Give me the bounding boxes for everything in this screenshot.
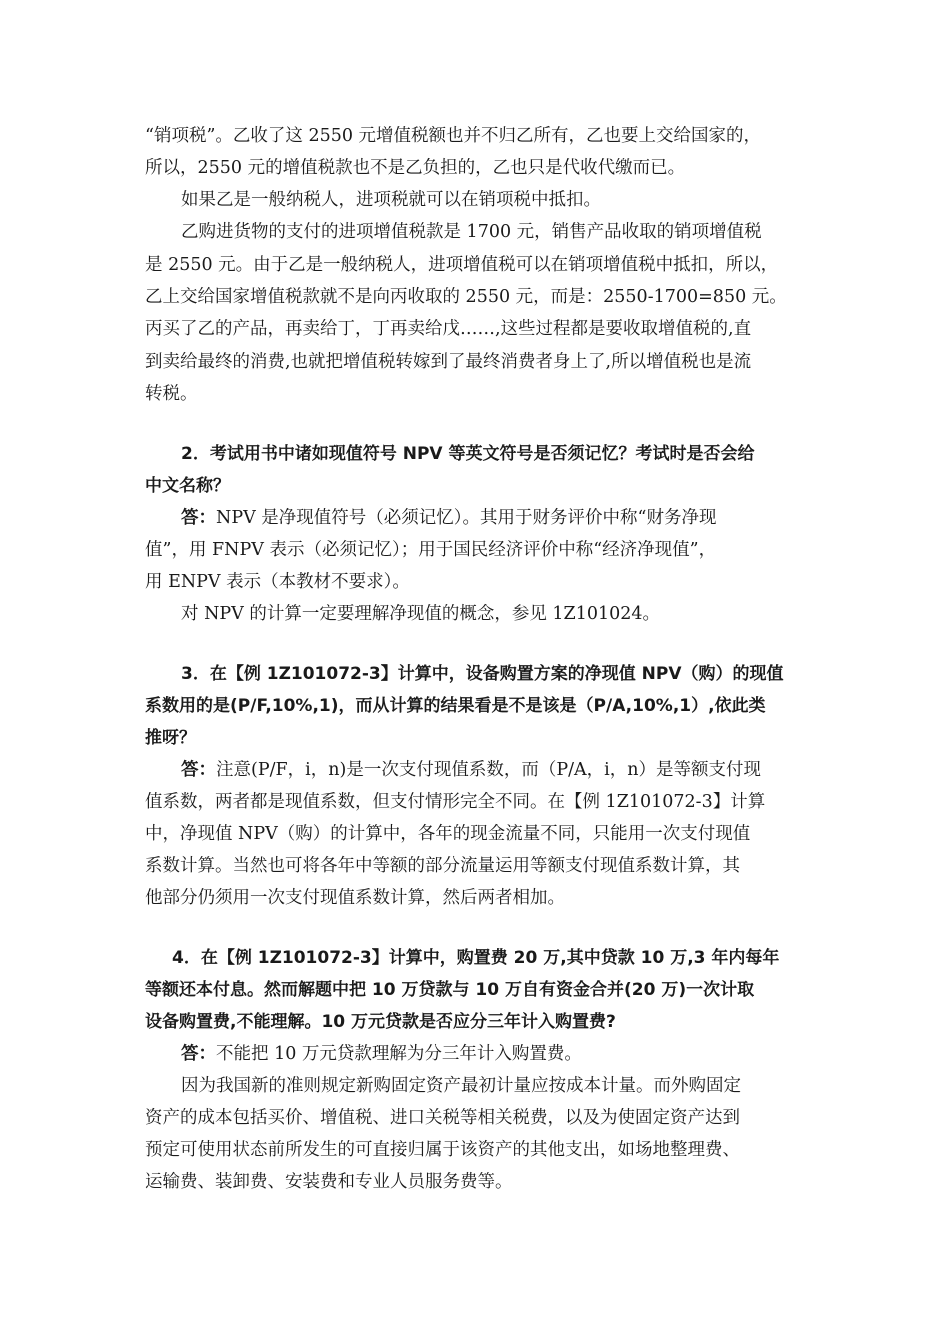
answer-text: 注意(P/F，i，n)是一次支付现值系数，而（P/A，i，n）是等额支付现 [216,760,762,780]
answer-3-line: 中，净现值 NPV（购）的计算中，各年的现金流量不同，只能用一次支付现值 [145,824,751,844]
answer-2-line: 用 ENPV 表示（本教材不要求）。 [145,572,410,592]
question-4-line: 4．在【例 1Z101072-3】计算中，购置费 20 万,其中贷款 10 万,3 年内每年 [172,948,780,968]
answer-label: 答： [181,1044,216,1064]
answer-3-line: 他部分仍须用一次支付现值系数计算，然后两者相加。 [145,888,565,908]
text-line: 是 2550 元。由于乙是一般纳税人，进项增值税可以在销项增值税中抵扣，所以， [145,255,779,275]
text-line: 丙买了乙的产品，再卖给丁，丁再卖给戊……,这些过程都是要收取增值税的,直 [145,319,752,339]
answer-4-line: 预定可使用状态前所发生的可直接归属于该资产的其他支出，如场地整理费、 [145,1140,740,1160]
question-4-line: 等额还本付息。然而解题中把 10 万贷款与 10 万自有资金合并(20 万)一次计取 [145,980,755,1000]
answer-label: 答： [181,508,216,528]
text-line: 如果乙是一般纳税人，进项税就可以在销项税中抵扣。 [181,190,601,210]
text-line: 到卖给最终的消费,也就把增值税转嫁到了最终消费者身上了,所以增值税也是流 [145,352,752,372]
answer-text: NPV 是净现值符号（必须记忆）。其用于财务评价中称“财务净现 [216,508,717,528]
answer-3-line: 值系数，两者都是现值系数，但支付情形完全不同。在【例 1Z101072-3】计算 [145,792,766,812]
answer-2-line [181,506,716,530]
question-2-line: 2．考试用书中诸如现值符号 NPV 等英文符号是否须记忆？考试时是否会给 [181,444,755,464]
answer-4-line [181,1042,582,1066]
answer-4-line: 资产的成本包括买价、增值税、进口关税等相关税费，以及为使固定资产达到 [145,1108,740,1128]
question-3-line: 推呀？ [145,728,196,748]
text-line: 乙购进货物的支付的进项增值税款是 1700 元，销售产品收取的销项增值税 [181,222,762,242]
answer-4-line: 因为我国新的准则规定新购固定资产最初计量应按成本计量。而外购固定 [181,1076,741,1096]
text-line: 转税。 [145,384,198,404]
question-3-line: 系数用的是(P/F,10%,1)，而从计算的结果看是不是该是（P/A,10%,1）,依此类 [145,696,766,716]
answer-3-line: 系数计算。当然也可将各年中等额的部分流量运用等额支付现值系数计算，其 [145,856,740,876]
answer-label: 答： [181,760,216,780]
answer-4-line: 运输费、装卸费、安装费和专业人员服务费等。 [145,1172,513,1192]
text-line: 所以，2550 元的增值税款也不是乙负担的，乙也只是代收代缴而已。 [145,158,686,178]
answer-text: 不能把 10 万元贷款理解为分三年计入购置费。 [216,1044,582,1064]
answer-2-line: 对 NPV 的计算一定要理解净现值的概念，参见 1Z101024。 [181,604,661,624]
text-line: “销项税”。乙收了这 2550 元增值税额也并不归乙所有，乙也要上交给国家的， [145,126,762,146]
answer-2-line: 值”，用 FNPV 表示（必须记忆）；用于国民经济评价中称“经济净现值”， [145,540,717,560]
text-line: 乙上交给国家增值税款就不是向丙收取的 2550 元，而是：2550-1700=850 元。 [145,287,787,307]
question-2-line: 中文名称？ [145,476,230,496]
question-4-line: 设备购置费,不能理解。10 万元贷款是否应分三年计入购置费? [145,1012,616,1032]
answer-3-line [181,758,761,782]
question-3-line: 3．在【例 1Z101072-3】计算中，设备购置方案的净现值 NPV（购）的现值 [181,664,784,684]
